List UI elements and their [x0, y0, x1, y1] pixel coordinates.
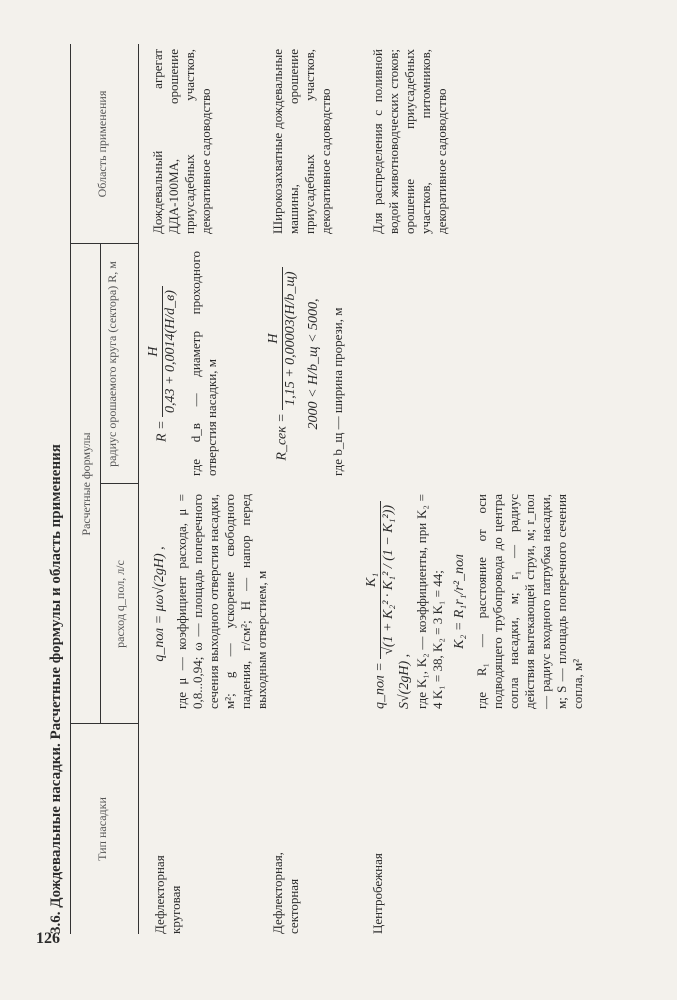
row1-area: Дождевальный агрегат ДДА-100МА, орошение приусадебных участков, декоративное садоводство — [150, 49, 213, 234]
row2-radius-condition: 2000 < H/b_щ < 5000, — [306, 298, 321, 430]
header-bottom-border — [138, 44, 139, 934]
row2-radius-num: H — [266, 267, 283, 409]
row1-flow-formula: q_пол = μω√(2gH) , — [152, 546, 167, 662]
table-caption: 3.6. Дождевальные насадки. Расчетные формулы и область применения — [48, 444, 64, 934]
row3-flow-note1: где K₁, K₂ — коэффициенты, при K₂ = 4 K₁ = 38, K₂ = 3 K₁ = 44; — [414, 494, 445, 709]
table-top-border — [70, 44, 71, 934]
header-flow: расход q_пол, л/с — [113, 560, 127, 648]
header-type: Тип насадки — [95, 797, 109, 861]
header-area: Область применения — [95, 90, 109, 198]
row3-flow-num: K₁ — [364, 501, 381, 659]
row2-radius-lhs: R_сек = — [274, 413, 290, 461]
formula-header-divider — [100, 244, 101, 724]
row3-flow-den: √(1 + K₂² · K₁² / (1 − K₁²)) — [381, 504, 396, 655]
row1-type: Дефлекторная круговая — [152, 855, 183, 934]
row3-flow-note2: K₂ = R₁r₁/r²_пол — [452, 554, 467, 649]
row1-radius-lhs: R = — [154, 420, 170, 442]
row1-radius-fraction — [146, 286, 179, 417]
row3-flow-fraction — [364, 501, 397, 659]
col-divider-2 — [100, 483, 138, 484]
row1-radius-formula — [146, 249, 179, 479]
row2-type: Дефлекторная, секторная — [270, 852, 301, 934]
header-formulas: Расчетные формулы — [79, 432, 93, 536]
row3-flow-lhs: q_пол = — [372, 662, 388, 709]
row2-radius-formula — [266, 249, 299, 479]
row2-radius-fraction — [266, 267, 299, 409]
row2-radius-den: 1,15 + 0,00003(H/b_щ) — [283, 271, 298, 406]
row1-radius-note: где d_в — диаметр проходного отверстия насадки, м — [188, 251, 219, 476]
header-radius: радиус орошаемого круга (сектора) R, м — [105, 261, 119, 467]
row3-type: Центробежная — [370, 853, 385, 934]
row3-flow-note3: где R₁ — расстояние от оси подводящего трубопровода до центра сопла насадки, м; r₁ — радиус действия вытекающей струи, м; r_пол — радиус входного патрубка насадки, м; S — площадь поперечного сечения сопла, м² — [474, 494, 585, 709]
row3-area: Для распределения с поливной водой животноводческих стоков; орошение приусадебных участков, питомников, декоративное садоводство — [370, 49, 449, 234]
row1-flow-note: где μ — коэффициент расхода, μ = 0,8...0,94; ω — площадь поперечного сечения выходного отверстия насадки, м²; g — ускорение свободного падения, г/см²; H — напор перед выходным отверстием, м — [174, 494, 269, 709]
page-number: 126 — [36, 930, 60, 947]
table — [70, 44, 620, 934]
row1-radius-den: 0,43 + 0,0014(H/d_в) — [163, 290, 178, 413]
row2-radius-note: где b_щ — ширина прорези, м — [330, 307, 345, 476]
row1-radius-num: H — [146, 286, 163, 417]
row3-flow-formula — [364, 484, 413, 709]
row3-flow-tail: S√(2gH) , — [397, 653, 412, 709]
row2-area: Широкозахватные дождевальные машины, орошение приусадебных участков, декоративное садоводство — [270, 49, 333, 234]
